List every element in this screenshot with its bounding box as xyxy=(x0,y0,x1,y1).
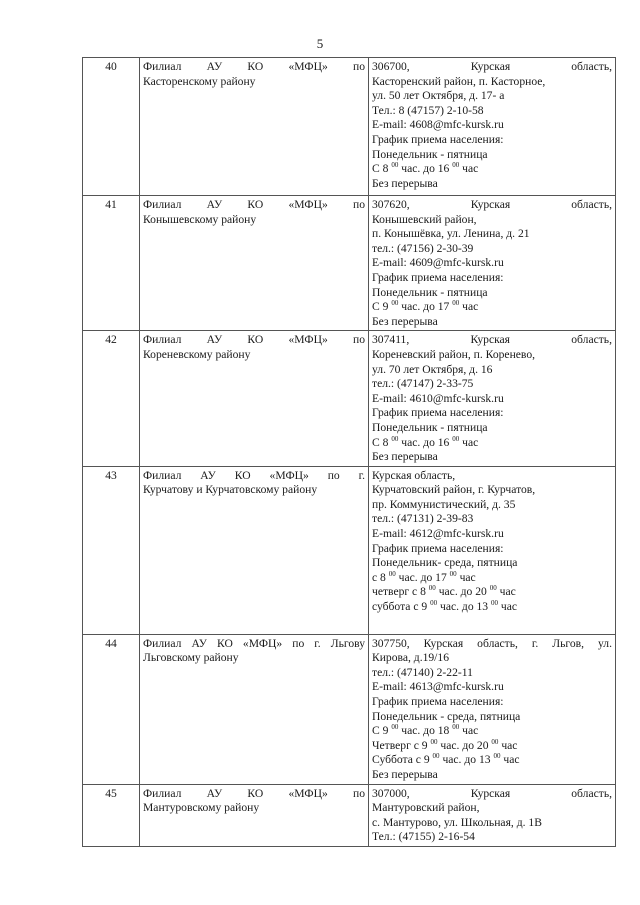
table-row xyxy=(83,634,616,784)
address-line: График приема населения: xyxy=(372,695,504,709)
branch-address-cell xyxy=(369,196,616,331)
address-line: С 9 $^{00}$ час. до 18 $^{00}$ час xyxy=(372,723,479,738)
address-line: Понедельник - среда, пятница xyxy=(372,709,521,723)
address-line: с 8 $^{00}$ час. до 17 $^{00}$ час xyxy=(372,569,476,584)
address-line: График приема населения: xyxy=(372,406,504,420)
table-row xyxy=(83,196,616,331)
address-line: E-mail: 4613@mfc-kursk.ru xyxy=(372,680,504,694)
address-line: Тел.: (47155) 2-16-54 xyxy=(372,830,475,844)
branches-table-body xyxy=(83,58,616,847)
branch-address-cell xyxy=(369,331,616,466)
minutes-superscript: 00 xyxy=(391,723,399,732)
minutes-superscript: 00 xyxy=(391,434,399,443)
address-line: С 9 $^{00}$ час. до 17 $^{00}$ час xyxy=(372,299,479,314)
address-line: График приема населения: xyxy=(372,541,504,555)
branch-address-cell xyxy=(369,58,616,196)
address-line: Без перерыва xyxy=(372,768,438,782)
minutes-superscript: 00 xyxy=(452,161,460,170)
address-line: 307000, Курская область, xyxy=(372,786,612,800)
row-number: 44 xyxy=(83,634,140,784)
row-number: 40 xyxy=(83,58,140,196)
minutes-superscript: 00 xyxy=(491,599,499,608)
address-line: Без перерыва xyxy=(372,314,438,328)
address-line: тел.: (47140) 2-22-11 xyxy=(372,665,473,679)
branch-name-cell xyxy=(140,634,369,784)
address-line: График приема населения: xyxy=(372,132,504,146)
branch-name-line: Курчатову и Курчатовскому району xyxy=(143,483,318,497)
branch-name-cell xyxy=(140,466,369,634)
branch-name-line: Филиал АУ КО «МФЦ» по xyxy=(143,333,365,347)
address-line: Понедельник - пятница xyxy=(372,147,488,161)
address-line: Понедельник - пятница xyxy=(372,420,488,434)
branch-name-line: Филиал АУ КО «МФЦ» по xyxy=(143,786,365,800)
minutes-superscript: 00 xyxy=(428,584,436,593)
address-line: Тел.: 8 (47157) 2-10-58 xyxy=(372,103,484,117)
address-line: п. Конышёвка, ул. Ленина, д. 21 xyxy=(372,227,530,241)
branch-address-cell xyxy=(369,634,616,784)
address-line: E-mail: 4609@mfc-kursk.ru xyxy=(372,256,504,270)
address-line: Мантуровский район, xyxy=(372,801,480,815)
page-number: 5 xyxy=(316,36,324,51)
address-line: С 8 $^{00}$ час. до 16 $^{00}$ час xyxy=(372,434,479,449)
minutes-superscript: 00 xyxy=(391,161,399,170)
branch-name-line: Льговскому району xyxy=(143,651,239,665)
address-line: E-mail: 4612@mfc-kursk.ru xyxy=(372,527,504,541)
minutes-superscript: 00 xyxy=(493,752,501,761)
address-line: Кирова, д.19/16 xyxy=(372,651,450,665)
address-line: Без перерыва xyxy=(372,450,438,464)
minutes-superscript: 00 xyxy=(452,434,460,443)
address-line: Суббота с 9 $^{00}$ час. до 13 $^{00}$ час xyxy=(372,752,520,767)
address-line: пр. Коммунистический, д. 35 xyxy=(372,497,516,511)
address-line: Понедельник - пятница xyxy=(372,285,488,299)
address-line: ул. 70 лет Октября, д. 16 xyxy=(372,362,493,376)
row-number: 45 xyxy=(83,784,140,846)
table-row xyxy=(83,466,616,634)
branch-name-line: Филиал АУ КО «МФЦ» по г. xyxy=(143,468,365,482)
minutes-superscript: 00 xyxy=(491,737,499,746)
address-line: суббота с 9 $^{00}$ час. до 13 $^{00}$ час xyxy=(372,599,518,614)
address-line: ул. 50 лет Октября, д. 17- а xyxy=(372,89,505,103)
branch-name-line: Касторенскому району xyxy=(143,74,256,88)
address-line: Курская область, xyxy=(372,468,456,482)
minutes-superscript: 00 xyxy=(430,599,438,608)
address-line: с. Мантурово, ул. Школьная, д. 1В xyxy=(372,815,542,829)
address-line: тел.: (47156) 2-30-39 xyxy=(372,241,474,255)
branch-name-cell xyxy=(140,196,369,331)
table-row xyxy=(83,58,616,196)
row-number: 43 xyxy=(83,466,140,634)
address-line: Понедельник- среда, пятница xyxy=(372,556,518,570)
address-line: E-mail: 4608@mfc-kursk.ru xyxy=(372,118,504,132)
address-line: Курчатовский район, г. Курчатов, xyxy=(372,483,536,497)
address-line: Кореневский район, п. Коренево, xyxy=(372,347,536,361)
minutes-superscript: 00 xyxy=(391,299,399,308)
branch-address-cell xyxy=(369,784,616,846)
branch-name-cell xyxy=(140,58,369,196)
minutes-superscript: 00 xyxy=(430,737,438,746)
table-row xyxy=(83,784,616,846)
address-line: С 8 $^{00}$ час. до 16 $^{00}$ час xyxy=(372,161,479,176)
address-line: Четверг с 9 $^{00}$ час. до 20 $^{00}$ час xyxy=(372,737,518,752)
minutes-superscript: 00 xyxy=(452,299,460,308)
branch-name-line: Филиал АУ КО «МФЦ» по г. Льгову xyxy=(143,636,365,650)
row-number: 41 xyxy=(83,196,140,331)
minutes-superscript: 00 xyxy=(489,584,497,593)
branch-address-cell xyxy=(369,466,616,634)
branch-name-line: Мантуровскому району xyxy=(143,801,260,815)
branch-name-line: Кореневскому району xyxy=(143,347,251,361)
minutes-superscript: 00 xyxy=(388,569,396,578)
minutes-superscript: 00 xyxy=(432,752,440,761)
address-line: Без перерыва xyxy=(372,176,438,190)
branch-name-line: Филиал АУ КО «МФЦ» по xyxy=(143,198,365,211)
branch-name-cell xyxy=(140,331,369,466)
branch-name-line: Филиал АУ КО «МФЦ» по xyxy=(143,60,365,73)
address-line: 307620, Курская область, xyxy=(372,198,612,211)
branch-name-line: Конышевскому району xyxy=(143,212,257,226)
branch-name-cell xyxy=(140,784,369,846)
address-line: Касторенский район, п. Касторное, xyxy=(372,74,546,88)
address-line: четверг с 8 $^{00}$ час. до 20 $^{00}$ час xyxy=(372,584,516,599)
address-line: тел.: (47147) 2-33-75 xyxy=(372,377,474,391)
minutes-superscript: 00 xyxy=(452,723,460,732)
branches-table xyxy=(82,57,616,847)
address-line: 307411, Курская область, xyxy=(372,333,612,347)
address-line: 307750, Курская область, г. Льгов, ул. xyxy=(372,636,612,650)
row-number: 42 xyxy=(83,331,140,466)
address-line: График приема населения: xyxy=(372,270,504,284)
address-line: Конышевский район, xyxy=(372,212,477,226)
address-line: E-mail: 4610@mfc-kursk.ru xyxy=(372,391,504,405)
address-line: 306700, Курская область, xyxy=(372,60,612,73)
minutes-superscript: 00 xyxy=(449,569,457,578)
table-row xyxy=(83,331,616,466)
address-line: тел.: (47131) 2-39-83 xyxy=(372,512,474,526)
